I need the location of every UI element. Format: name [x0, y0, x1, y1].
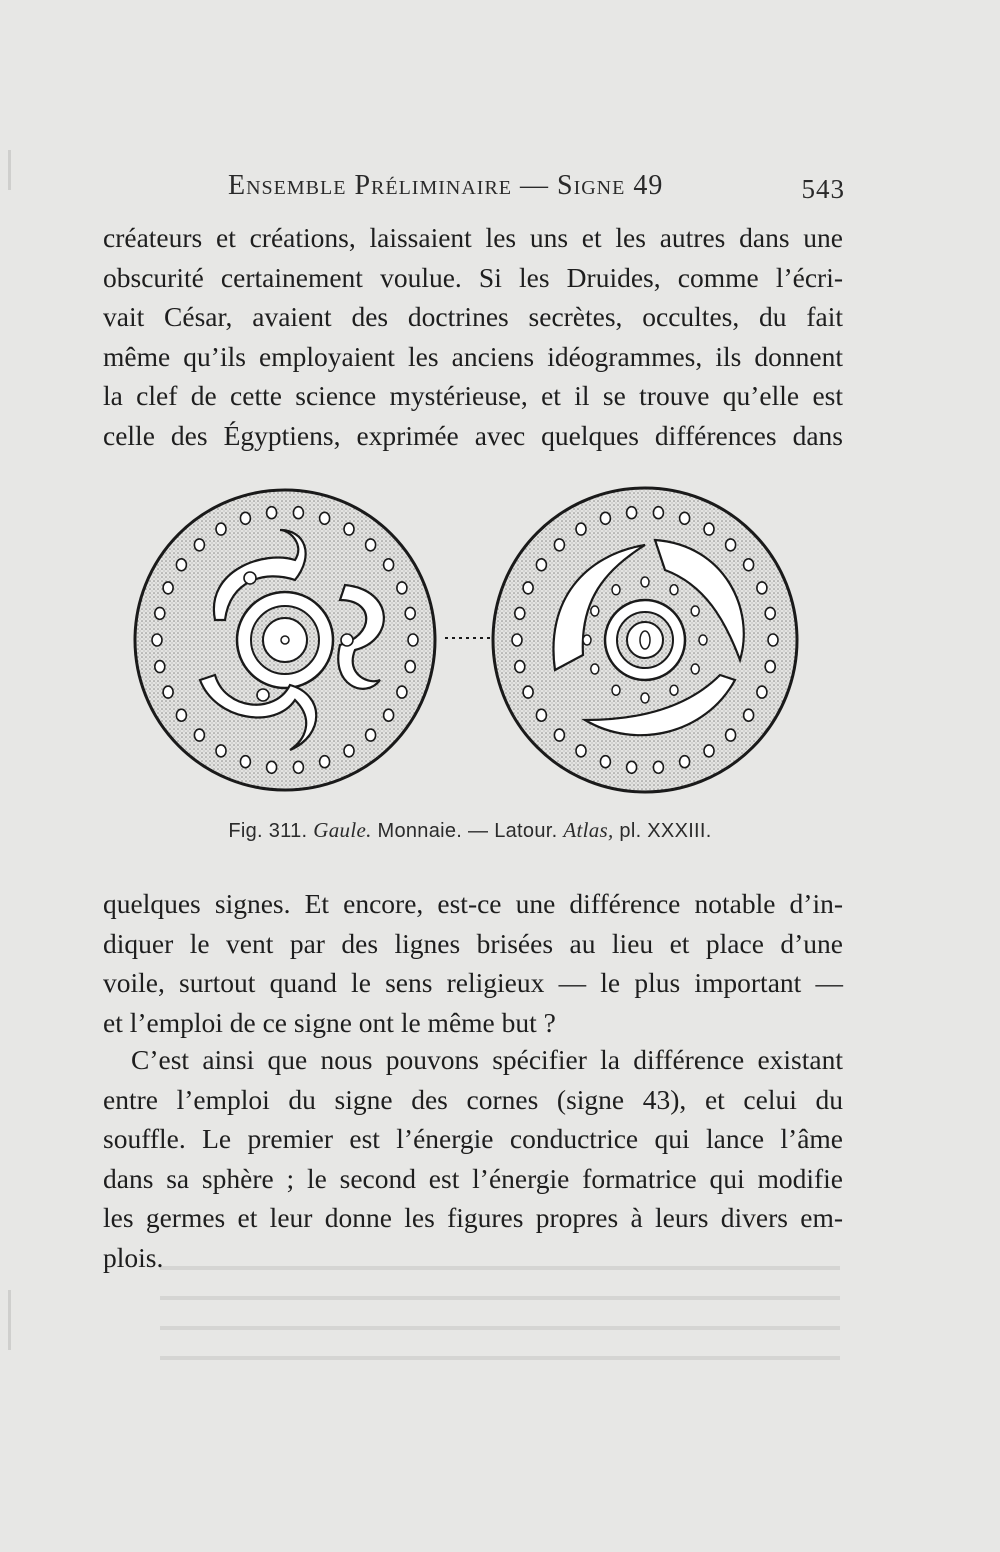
coin-pellet [744, 559, 754, 571]
coin-pellet [554, 539, 564, 551]
caption-source: Latour. [494, 820, 558, 842]
coin-pellet [704, 523, 714, 535]
coin-pellet [397, 582, 407, 594]
coin-pellet [726, 729, 736, 741]
coin-pellet [600, 512, 610, 524]
coin-pellet [726, 539, 736, 551]
coin-pellet [267, 507, 277, 519]
text-line: et l’emploi de ce signe ont le même but ? [103, 1006, 556, 1038]
text-line: quelques signes. Et encore, est-ce une différence notable d’in- [103, 888, 843, 919]
coin-illustration [120, 470, 820, 810]
coin-pellet [653, 761, 663, 773]
coin-pellet [384, 709, 394, 721]
coin-pellet [523, 582, 533, 594]
coin-pellet [405, 661, 415, 673]
coin-pellet [680, 756, 690, 768]
margin-mark [8, 150, 11, 190]
coin-pellet [408, 634, 418, 646]
text-line: les germes et leur donne les figures propres à leurs divers em- [103, 1202, 843, 1233]
coin-pellet [152, 634, 162, 646]
coin-pellet [194, 729, 204, 741]
text-line: obscurité certainement voulue. Si les Druides, comme l’écri- [103, 261, 843, 293]
coin-pellet [576, 745, 586, 757]
coin-pellet [627, 507, 637, 519]
text-line: celle des Égyptiens, exprimée avec quelques différences dans [103, 419, 843, 451]
paragraph-2 [103, 884, 843, 1042]
text-line: C’est ainsi que nous pouvons spécifier la différence existant [131, 1044, 843, 1075]
coin-pellet [554, 729, 564, 741]
coin-pellet [176, 559, 186, 571]
coin-pellet [576, 523, 586, 535]
coin-pellet [155, 661, 165, 673]
text-line: plois. [103, 1241, 164, 1273]
coin-pellet [699, 635, 707, 645]
text-line: vait César, avaient des doctrines secrètes, occultes, du fait [103, 301, 843, 332]
text-line: entre l’emploi du signe des cornes (signe 43), et celui du [103, 1083, 843, 1115]
coin-pellet [757, 686, 767, 698]
figure-caption [0, 818, 940, 843]
coin-pellet [536, 559, 546, 571]
coin-pellet [680, 512, 690, 524]
text-line: la clef de cette science mystérieuse, et il se trouve qu’elle est [103, 380, 843, 411]
coin-pellet [344, 523, 354, 535]
coin-pellet [536, 709, 546, 721]
paragraph-1 [103, 218, 843, 455]
coin-pellet [344, 745, 354, 757]
text-line: diquer le vent par des lignes brisées au lieu et place d’une [103, 927, 843, 959]
coin-pellet [163, 582, 173, 594]
text-line: voile, surtout quand le sens religieux — le plus important — [103, 967, 843, 998]
coin-pellet [515, 661, 525, 673]
coin-pellet [744, 709, 754, 721]
coin-left [135, 490, 435, 790]
caption-place: Gaule. [313, 818, 372, 842]
coin-pellet [163, 686, 173, 698]
coin-pellet [641, 693, 649, 703]
text-line: dans sa sphère ; le second est l’énergie formatrice qui modifie [103, 1162, 843, 1194]
page-number: 543 [801, 174, 845, 204]
coin-pellet [691, 664, 699, 674]
caption-work: Atlas, [563, 818, 614, 842]
coin-pellet [670, 685, 678, 695]
text-line: souffle. Le premier est l’énergie conductrice qui lance l’âme [103, 1123, 843, 1154]
coin-pellet [523, 686, 533, 698]
caption-plate: pl. XXXIII. [619, 820, 712, 842]
caption-object: Monnaie. — [377, 820, 489, 842]
coin-pellet [293, 507, 303, 519]
margin-mark [8, 1290, 11, 1350]
coin-pellet [216, 745, 226, 757]
coin-pellet [691, 606, 699, 616]
coin-pellet [591, 664, 599, 674]
coin-pellet [512, 634, 522, 646]
coin-pellet [768, 634, 778, 646]
coin-pellet [641, 577, 649, 587]
coin-pellet [384, 559, 394, 571]
caption-figure-label: Fig. 311. [228, 820, 308, 842]
coin-pellet [397, 686, 407, 698]
coin-pellet [320, 756, 330, 768]
coin-pellet [765, 607, 775, 619]
coin-pellet [765, 661, 775, 673]
coin-pellet [267, 761, 277, 773]
coin-pellet [240, 512, 250, 524]
coin-pellet [653, 507, 663, 519]
coin-pellet [216, 523, 226, 535]
coin-right [493, 488, 797, 792]
coin-pellet [366, 729, 376, 741]
coin-pellet [704, 745, 714, 757]
coin-pellet [515, 607, 525, 619]
coin-pellet [757, 582, 767, 594]
running-title: Ensemble Préliminaire — Signe 49 [228, 170, 664, 201]
coin-pellet [293, 761, 303, 773]
text-line: créateurs et créations, laissaient les uns et les autres dans une [103, 222, 843, 253]
coin-pellet [155, 607, 165, 619]
coin-pellet [600, 756, 610, 768]
coin-pellet [583, 635, 591, 645]
coin-pellet [194, 539, 204, 551]
coin-pellet [405, 607, 415, 619]
coin-pellet [366, 539, 376, 551]
coin-pellet [320, 512, 330, 524]
text-line: même qu’ils employaient les anciens idéogrammes, ils donnent [103, 340, 843, 372]
coin-pellet [240, 756, 250, 768]
coin-pellet [591, 606, 599, 616]
coin-pellet [176, 709, 186, 721]
coin-pellet [627, 761, 637, 773]
coin-pellet [670, 585, 678, 595]
show-through-text [160, 1240, 840, 1380]
coin-pellet [612, 585, 620, 595]
coin-pellet [612, 685, 620, 695]
running-header [228, 170, 845, 210]
